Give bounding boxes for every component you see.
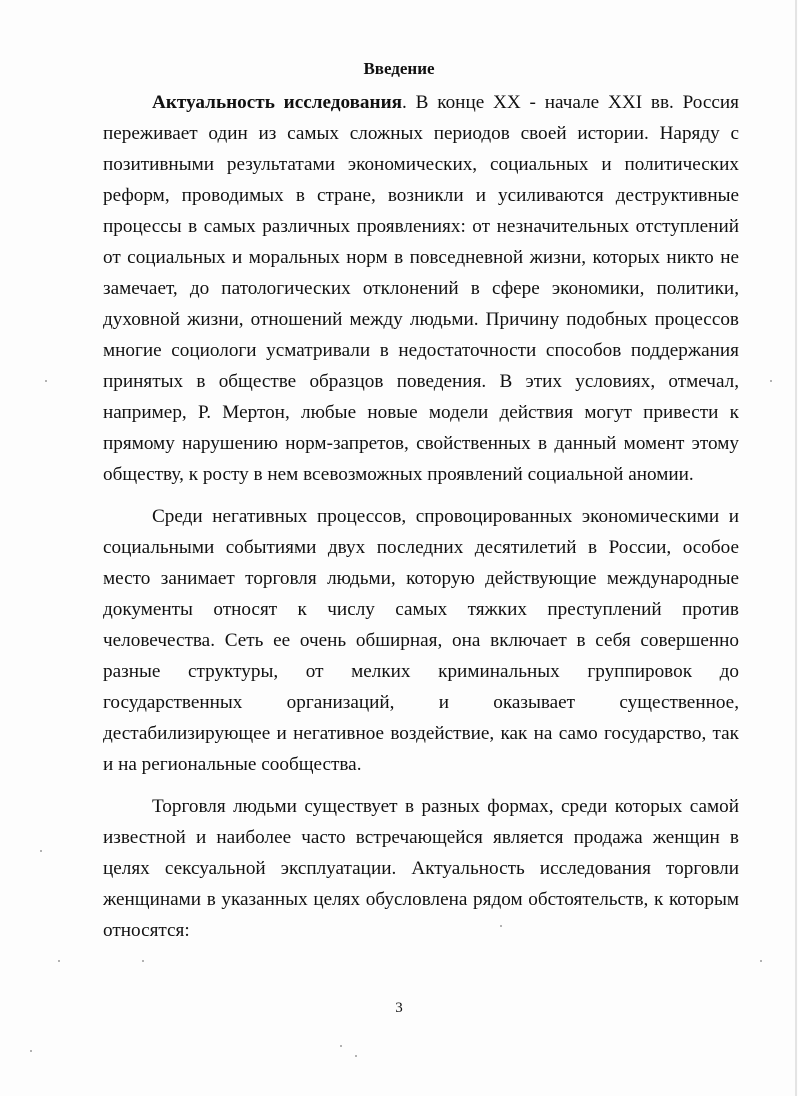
scan-speck bbox=[770, 380, 772, 382]
paragraph-text: Торговля людьми существует в разных формах, среди которых самой известной и наиболее часто встречающейся является продажа женщин в целях сексуальной эксплуатации. Актуальность исследования торговли женщинами в указанных целях обусловлена рядом обстоятельств, к которым относятся: bbox=[103, 796, 739, 941]
scan-speck bbox=[40, 850, 42, 852]
paragraph-text: . В конце XX - начале XXI вв. Россия переживает один из самых сложных периодов своей истории. Наряду с позитивными результатами экономических, социальных и политических реформ, проводимых в стране, возникли и усиливаются деструктивные процессы в самых различных проявлениях: от незначительных отступлений от социальных и моральных норм в повседневной жизни, которых никто не замечает, до патологических отклонений в сфере экономики, политики, духовной жизни, отношений между людьми. Причину подобных процессов многие социологи усматривали в недостаточности способов поддержания принятых в обществе образцов поведения. В этих условиях, отмечал, например, Р. Мертон, любые новые модели действия могут привести к прямому нарушению норм-запретов, свойственных в данный момент этому обществу, к росту в нем всевозможных проявлений социальной аномии. bbox=[103, 92, 739, 485]
body-text bbox=[103, 87, 739, 946]
scan-speck bbox=[340, 1045, 342, 1047]
scan-edge bbox=[795, 0, 797, 1096]
scan-speck bbox=[142, 960, 144, 962]
scan-speck bbox=[500, 925, 502, 927]
paragraph-text: Среди негативных процессов, спровоцированных экономическими и социальными событиями двух последних десятилетий в России, особое место занимает торговля людьми, которую действующие международные документы относят к числу самых тяжких преступлений против человечества. Сеть ее очень обширная, она включает в себя совершенно разные структуры, от мелких криминальных группировок до государственных организаций, и оказывает существенное, дестабилизирующее и негативное воздействие, как на само государство, так и на региональные сообщества. bbox=[103, 506, 739, 775]
scan-speck bbox=[30, 1050, 32, 1052]
paragraph-trafficking-forms bbox=[103, 791, 739, 946]
paragraph-lead: Актуальность исследования bbox=[152, 92, 403, 113]
scan-speck bbox=[45, 380, 47, 382]
page-number: 3 bbox=[395, 1000, 403, 1016]
section-heading: Введение bbox=[363, 59, 435, 78]
scan-speck bbox=[355, 1055, 357, 1057]
scan-speck bbox=[760, 960, 762, 962]
paragraph-relevance bbox=[103, 87, 739, 490]
scan-speck bbox=[58, 960, 60, 962]
paragraph-negative-processes bbox=[103, 501, 739, 780]
